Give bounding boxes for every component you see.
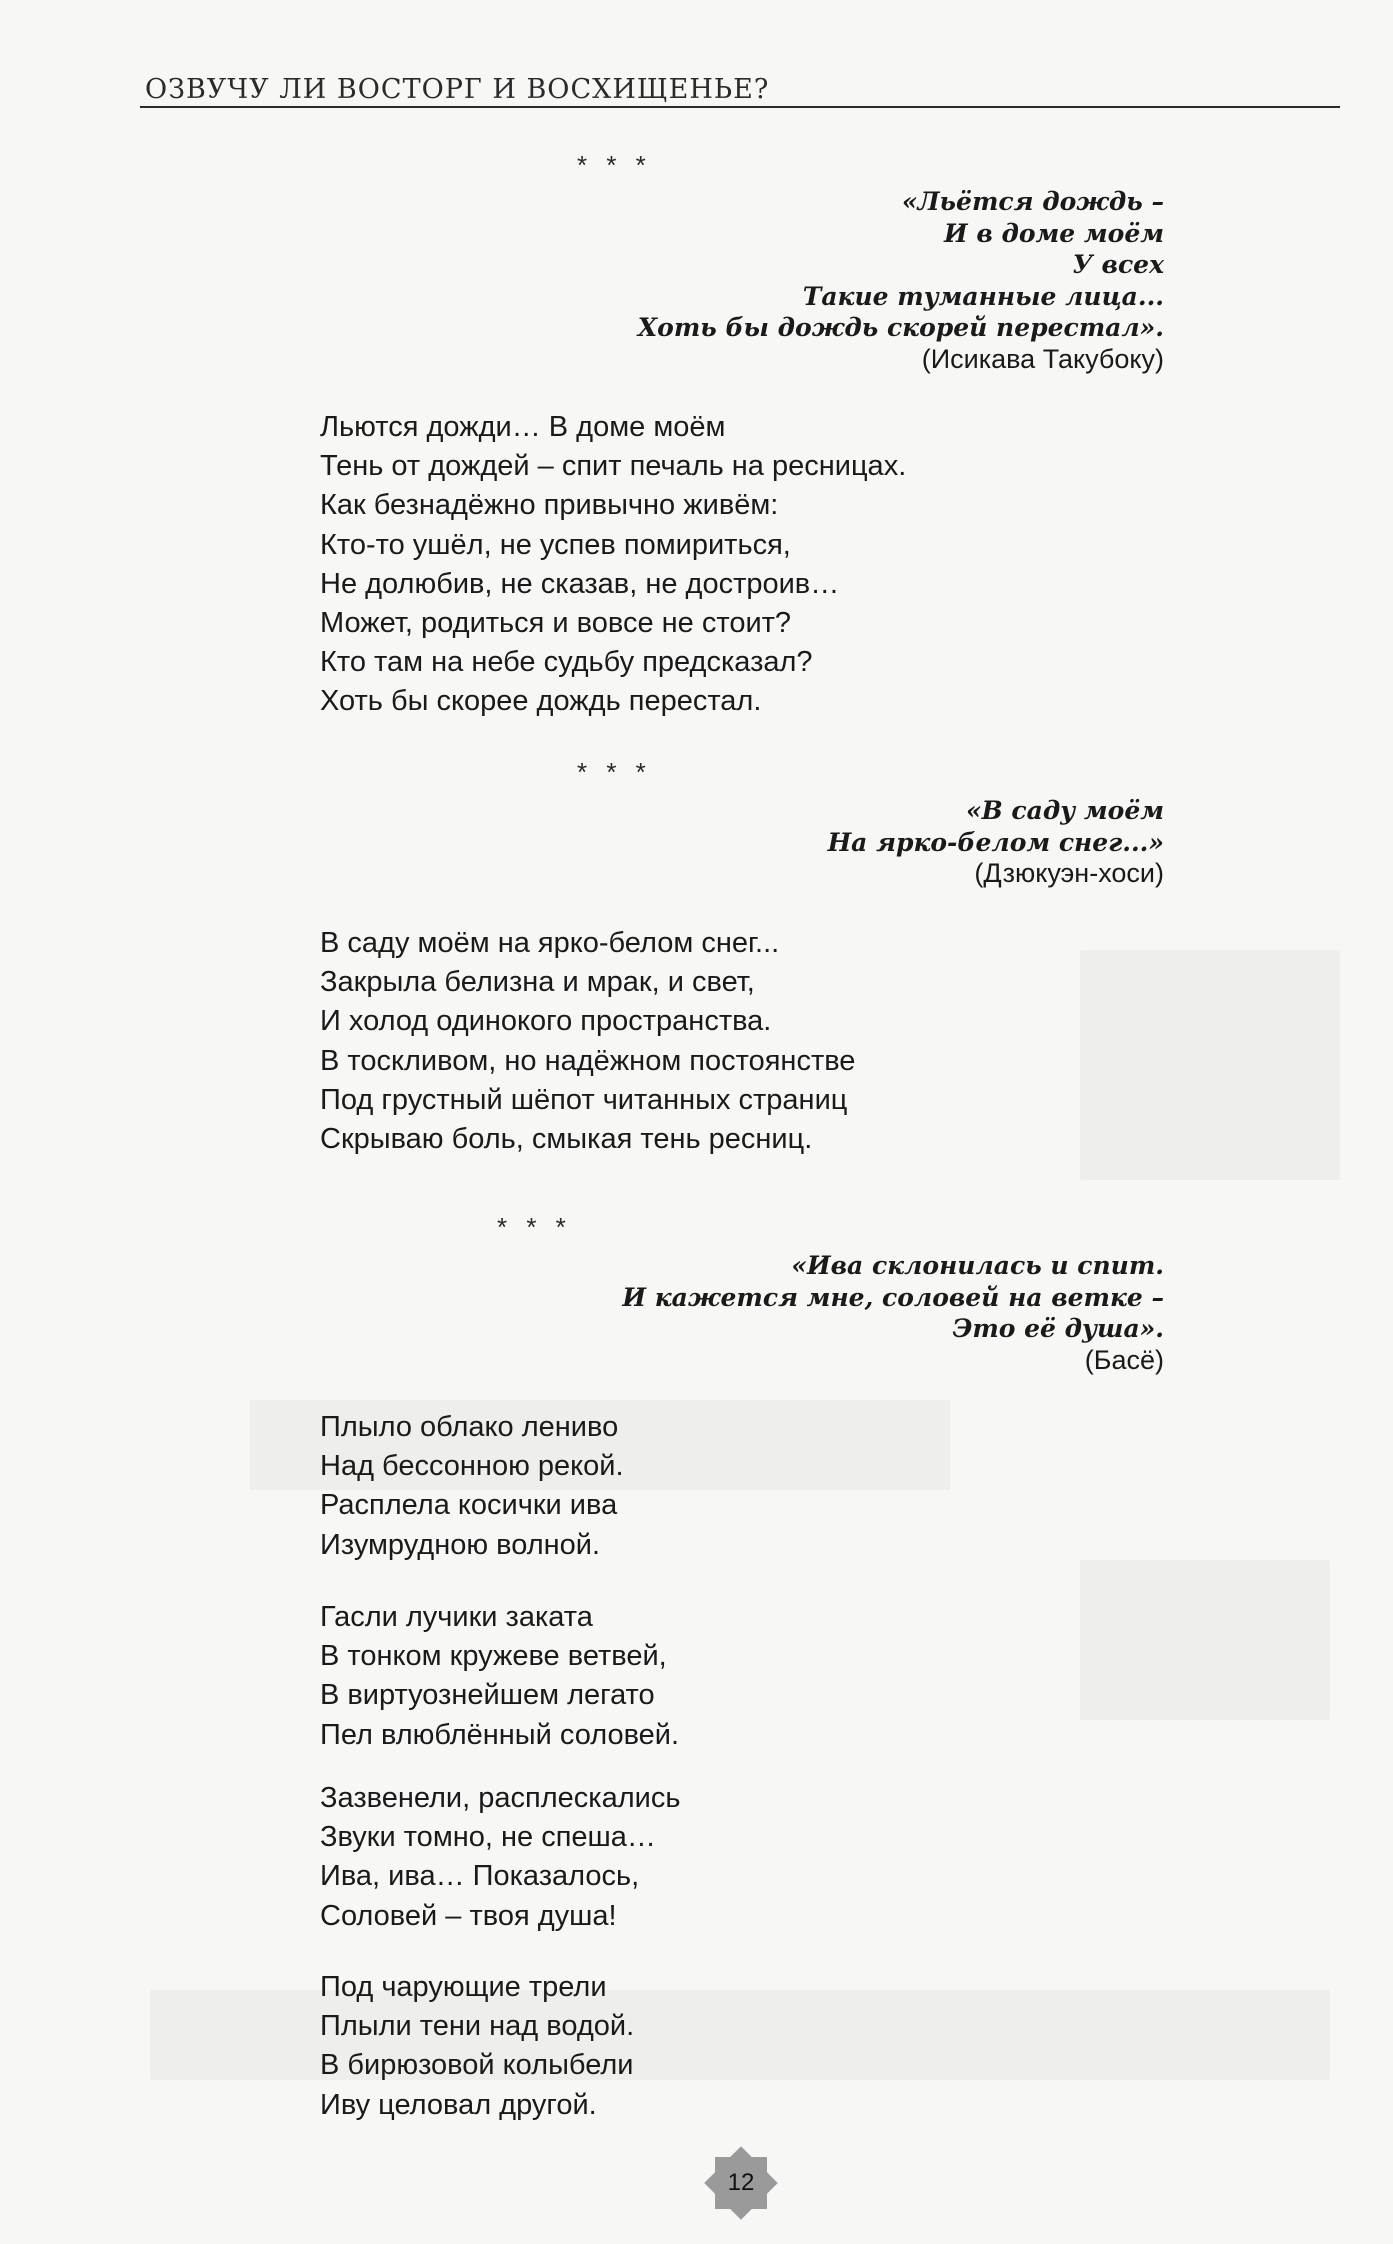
poem-line: Звуки томно, не спеша… xyxy=(320,1821,656,1854)
poem-line: Не долюбив, не сказав, не достроив… xyxy=(320,567,840,600)
epigraph xyxy=(622,1250,1164,1376)
poem-line: Зазвенели, расплескались xyxy=(320,1782,681,1814)
epigraph xyxy=(638,186,1164,375)
epigraph-line: У всех xyxy=(1072,250,1164,279)
epigraph-author: (Дзюкуэн-хоси) xyxy=(974,858,1164,888)
epigraph-line: На ярко-белом снег...» xyxy=(827,827,1164,857)
epigraph-line: «В саду моём xyxy=(965,796,1164,825)
poem-line: Как безнадёжно привычно живём: xyxy=(320,489,779,522)
header-rule xyxy=(140,106,1340,108)
poem-line: Закрыла белизна и мрак, и свет, xyxy=(320,966,755,999)
epigraph-line: И кажется мне, соловей на ветке – xyxy=(622,1282,1164,1312)
poem-line: В виртуознейшем легато xyxy=(320,1679,655,1712)
poem-line: Скрываю боль, смыкая тень ресниц. xyxy=(320,1123,813,1156)
poem-line: Ива, ива… Показалось, xyxy=(320,1860,640,1893)
epigraph-line: Такие туманные лица... xyxy=(802,281,1164,311)
poem-line: Расплела косички ива xyxy=(320,1489,618,1522)
poem-line: И холод одинокого пространства. xyxy=(320,1005,772,1038)
epigraph-line: Хоть бы дождь скорей перестал». xyxy=(637,313,1164,342)
epigraph xyxy=(828,795,1164,890)
poem-line: Гасли лучики заката xyxy=(320,1601,593,1633)
poem-line: Иву целовал другой. xyxy=(320,2088,597,2121)
section-separator: * * * xyxy=(577,757,652,787)
running-head: ОЗВУЧУ ЛИ ВОСТОРГ И ВОСХИЩЕНЬЕ? xyxy=(145,74,770,105)
poem-line: Плыли тени над водой. xyxy=(320,2010,635,2043)
poem-stanza xyxy=(320,1408,624,1565)
bleed-through-shadow xyxy=(1080,950,1340,1180)
section-separator: * * * xyxy=(497,1212,572,1242)
page-number-badge xyxy=(700,2142,782,2224)
poem-line: В бирюзовой колыбели xyxy=(320,2049,634,2082)
poem-line: Соловей – твоя душа! xyxy=(320,1899,617,1932)
poem-line: Хоть бы скорее дождь перестал. xyxy=(320,685,762,718)
poem-line: Изумрудною волной. xyxy=(320,1528,601,1561)
page-number: 12 xyxy=(727,2169,755,2196)
section-separator: * * * xyxy=(577,150,652,180)
epigraph-line: «Льётся дождь – xyxy=(901,187,1164,216)
poem-line: Кто-то ушёл, не успев помириться, xyxy=(320,528,791,561)
poem-line: Может, родиться и вовсе не стоит? xyxy=(320,607,792,640)
epigraph-line: Это её душа». xyxy=(952,1314,1164,1343)
epigraph-line: «Ива склонилась и спит. xyxy=(791,1251,1164,1280)
poem-stanza xyxy=(320,924,855,1159)
bleed-through-shadow xyxy=(1080,1560,1330,1720)
poem-line: В тонком кружеве ветвей, xyxy=(320,1640,667,1673)
poem-line: Льются дожди… В доме моём xyxy=(320,411,726,443)
poem-line: В тоскливом, но надёжном постоянстве xyxy=(320,1044,856,1077)
poem-stanza xyxy=(320,1779,680,1936)
poem-line: Под грустный шёпот читанных страниц xyxy=(320,1083,848,1116)
poem-stanza xyxy=(320,408,906,722)
poem-line: Под чарующие трели xyxy=(320,1971,607,2003)
poem-line: Над бессонною рекой. xyxy=(320,1450,624,1483)
poem-line: В саду моём на ярко-белом снег... xyxy=(320,927,780,959)
poem-line: Кто там на небе судьбу предсказал? xyxy=(320,646,813,679)
poem-stanza xyxy=(320,1598,679,1755)
poem-line: Плыло облако лениво xyxy=(320,1411,619,1443)
poem-line: Тень от дождей – спит печаль на ресницах. xyxy=(320,450,907,483)
epigraph-author: (Басё) xyxy=(1084,1344,1164,1375)
epigraph-line: И в доме моём xyxy=(944,218,1164,248)
poem-line: Пел влюблённый соловей. xyxy=(320,1718,680,1751)
epigraph-author: (Исикава Такубоку) xyxy=(921,343,1164,374)
poem-stanza xyxy=(320,1968,634,2125)
